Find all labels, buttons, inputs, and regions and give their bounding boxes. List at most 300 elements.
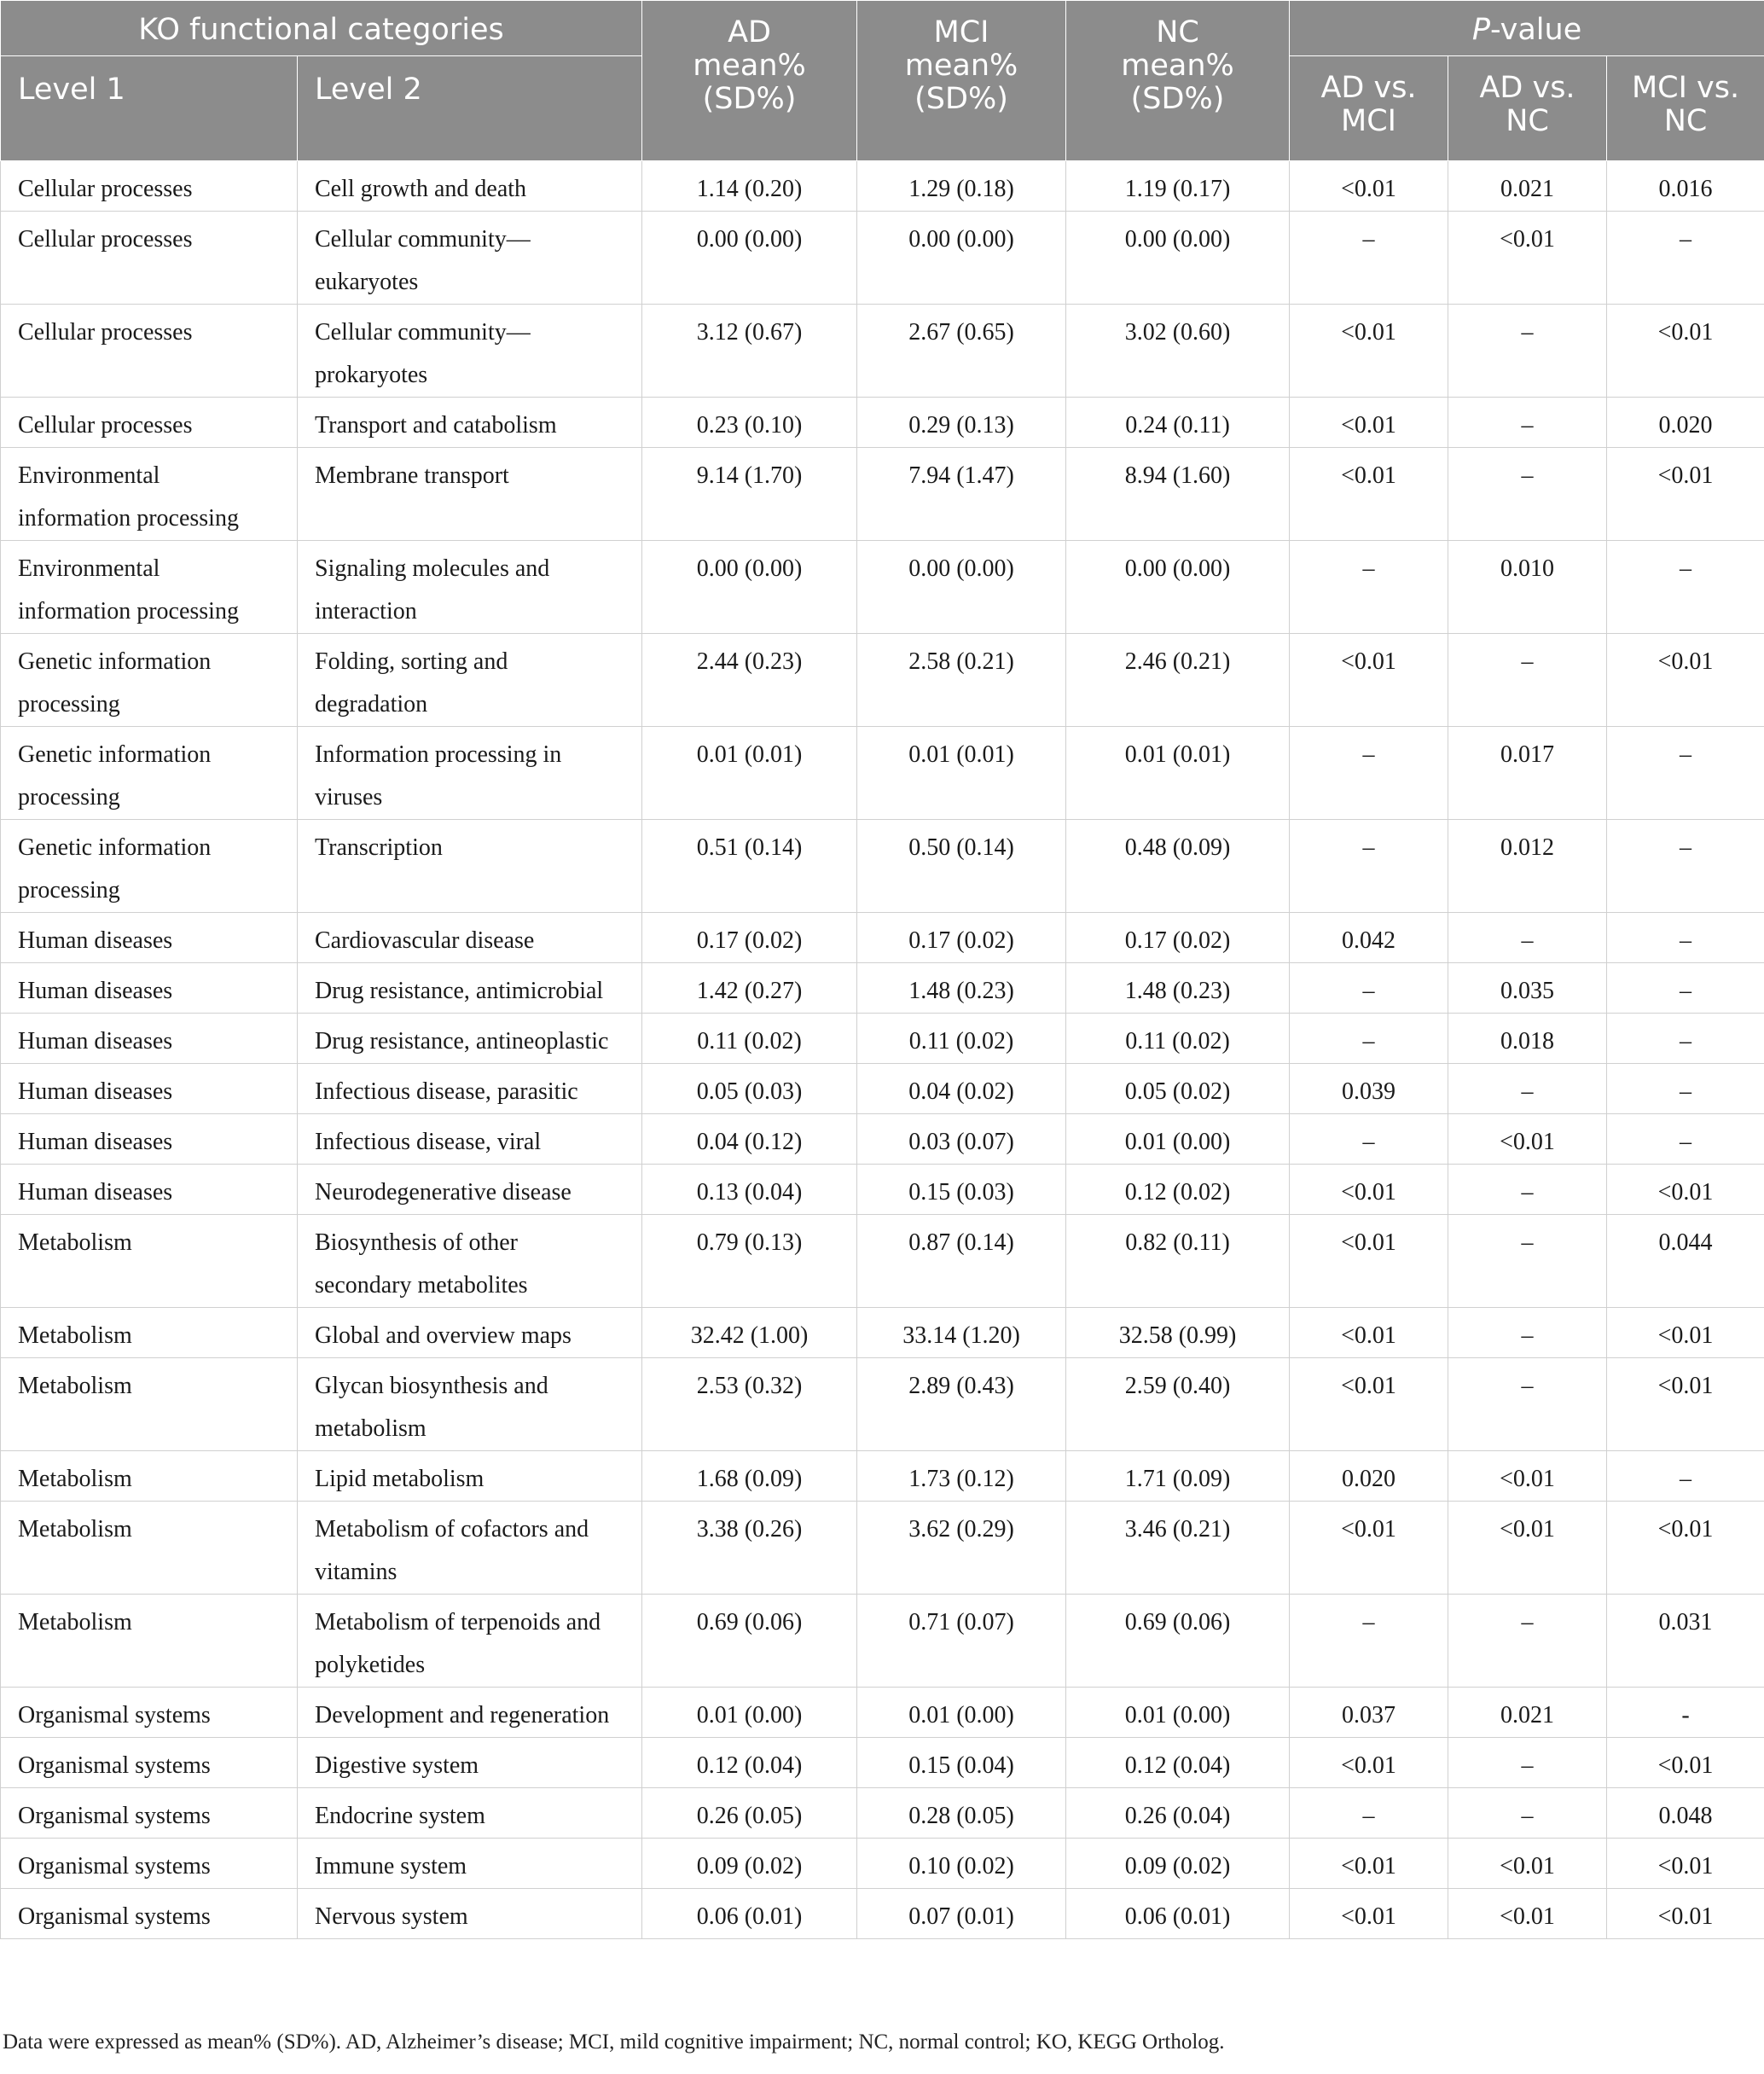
table-row [1, 1839, 1764, 1889]
level2-cell-line: Digestive system [315, 1752, 479, 1779]
table-row [1, 1308, 1764, 1358]
ad-mean-cell: 1.68 (0.09) [642, 1451, 857, 1502]
ad-mean-cell: 1.14 (0.20) [642, 161, 857, 212]
nc-header-line: mean% [1121, 49, 1234, 83]
level2-cell [298, 1064, 642, 1114]
level2-cell [298, 1165, 642, 1215]
ad-mean-cell: 0.11 (0.02) [642, 1014, 857, 1064]
ad-header-line: mean% [693, 49, 806, 83]
p-ad-vs-nc-cell: <0.01 [1448, 1839, 1607, 1889]
ad-mean-cell: 0.69 (0.06) [642, 1595, 857, 1688]
p-mci-vs-nc-cell: – [1607, 820, 1764, 913]
table-row [1, 541, 1764, 634]
table-row [1, 913, 1764, 963]
level2-cell [298, 1839, 642, 1889]
level2-cell-line: viruses [315, 784, 383, 810]
nc-mean-cell: 0.48 (0.09) [1066, 820, 1290, 913]
p-ad-vs-nc-cell: – [1448, 305, 1607, 398]
level1-cell-line: Metabolism [18, 1373, 132, 1399]
mci-mean-cell: 1.29 (0.18) [857, 161, 1066, 212]
p-value-suffix: -value [1489, 12, 1582, 47]
nc-mean-cell: 0.82 (0.11) [1066, 1215, 1290, 1308]
level1-cell-line: Metabolism [18, 1609, 132, 1635]
level2-cell [298, 1451, 642, 1502]
level1-cell [1, 634, 298, 727]
ad-mean-cell: 32.42 (1.00) [642, 1308, 857, 1358]
nc-mean-cell: 1.48 (0.23) [1066, 963, 1290, 1014]
level2-cell [298, 1595, 642, 1688]
ad-mean-cell: 2.44 (0.23) [642, 634, 857, 727]
level2-cell [298, 305, 642, 398]
table-row [1, 448, 1764, 541]
table-row [1, 212, 1764, 305]
p-ad-vs-nc-cell: 0.021 [1448, 1688, 1607, 1738]
level1-cell [1, 1064, 298, 1114]
level2-cell-line: Transcription [315, 834, 443, 861]
ad-mean-cell: 0.12 (0.04) [642, 1738, 857, 1788]
p-ad-vs-mci-cell: 0.020 [1290, 1451, 1448, 1502]
p-ad-vs-mci-cell: <0.01 [1290, 1308, 1448, 1358]
table-row [1, 1451, 1764, 1502]
mci-mean-cell: 0.87 (0.14) [857, 1215, 1066, 1308]
level1-cell-line: Organismal systems [18, 1853, 211, 1879]
p-ad-vs-mci-cell: – [1290, 820, 1448, 913]
p-ad-vs-mci-cell: – [1290, 963, 1448, 1014]
ad-vs-mci-line: AD vs. [1320, 71, 1417, 105]
p-mci-vs-nc-cell: – [1607, 727, 1764, 820]
level2-cell [298, 1688, 642, 1738]
nc-mean-cell: 1.19 (0.17) [1066, 161, 1290, 212]
mci-mean-header [857, 1, 1066, 161]
ko-functional-categories-header: KO functional categories [1, 1, 642, 56]
ad-mean-header [642, 1, 857, 161]
level1-cell [1, 1889, 298, 1939]
level2-cell-line: Membrane transport [315, 462, 509, 489]
nc-mean-cell: 0.17 (0.02) [1066, 913, 1290, 963]
level1-cell [1, 1839, 298, 1889]
mci-mean-cell: 0.15 (0.04) [857, 1738, 1066, 1788]
level2-cell [298, 541, 642, 634]
p-mci-vs-nc-cell: <0.01 [1607, 1839, 1764, 1889]
p-mci-vs-nc-cell: – [1607, 1064, 1764, 1114]
table-body [1, 161, 1764, 1939]
p-mci-vs-nc-cell: 0.020 [1607, 398, 1764, 448]
nc-mean-cell: 0.11 (0.02) [1066, 1014, 1290, 1064]
p-mci-vs-nc-cell: – [1607, 963, 1764, 1014]
level1-cell-line: Genetic information [18, 648, 212, 675]
level1-cell [1, 212, 298, 305]
level1-cell [1, 963, 298, 1014]
ad-vs-mci-header [1290, 56, 1448, 161]
p-ad-vs-nc-cell: 0.035 [1448, 963, 1607, 1014]
p-ad-vs-nc-cell: 0.012 [1448, 820, 1607, 913]
p-ad-vs-mci-cell: – [1290, 541, 1448, 634]
p-mci-vs-nc-cell: – [1607, 1014, 1764, 1064]
mci-mean-cell: 0.01 (0.00) [857, 1688, 1066, 1738]
level1-cell [1, 1358, 298, 1451]
mci-mean-cell: 0.29 (0.13) [857, 398, 1066, 448]
ad-vs-nc-header [1448, 56, 1607, 161]
table-row [1, 1014, 1764, 1064]
p-ad-vs-nc-cell: <0.01 [1448, 1451, 1607, 1502]
level2-cell [298, 727, 642, 820]
table-row [1, 1788, 1764, 1839]
level2-cell-line: Nervous system [315, 1903, 468, 1930]
nc-mean-cell: 0.01 (0.00) [1066, 1688, 1290, 1738]
ad-header-line: (SD%) [702, 82, 797, 116]
mci-header-line: MCI [933, 15, 989, 49]
level1-cell [1, 1308, 298, 1358]
mci-mean-cell: 7.94 (1.47) [857, 448, 1066, 541]
nc-header-line: NC [1156, 15, 1199, 49]
level2-cell [298, 398, 642, 448]
p-ad-vs-nc-cell: – [1448, 1738, 1607, 1788]
level2-cell-line: Neurodegenerative disease [315, 1179, 572, 1205]
level2-cell-line: Infectious disease, parasitic [315, 1078, 578, 1105]
level2-cell-line: prokaryotes [315, 362, 428, 388]
level2-cell-line: Signaling molecules and [315, 555, 550, 582]
level1-cell [1, 1595, 298, 1688]
p-value-letter: P [1471, 12, 1490, 47]
nc-mean-cell: 3.46 (0.21) [1066, 1502, 1290, 1595]
mci-header-line: mean% [904, 49, 1018, 83]
p-ad-vs-nc-cell: – [1448, 1064, 1607, 1114]
level1-cell-line: Cellular processes [18, 412, 193, 439]
mci-mean-cell: 0.50 (0.14) [857, 820, 1066, 913]
ad-mean-cell: 0.51 (0.14) [642, 820, 857, 913]
level1-cell [1, 1165, 298, 1215]
level1-cell-line: Cellular processes [18, 319, 193, 346]
level1-cell-line: processing [18, 877, 120, 903]
p-ad-vs-nc-cell: – [1448, 1165, 1607, 1215]
p-mci-vs-nc-cell: - [1607, 1688, 1764, 1738]
table-row [1, 1215, 1764, 1308]
level1-cell [1, 1114, 298, 1165]
table-row [1, 1889, 1764, 1939]
ad-vs-nc-line: NC [1506, 104, 1549, 138]
mci-mean-cell: 0.11 (0.02) [857, 1014, 1066, 1064]
p-mci-vs-nc-cell: 0.044 [1607, 1215, 1764, 1308]
level1-cell-line: processing [18, 691, 120, 717]
p-ad-vs-mci-cell: <0.01 [1290, 161, 1448, 212]
nc-mean-cell: 0.24 (0.11) [1066, 398, 1290, 448]
p-mci-vs-nc-cell: – [1607, 212, 1764, 305]
level1-cell-line: Human diseases [18, 927, 173, 954]
p-mci-vs-nc-cell: 0.016 [1607, 161, 1764, 212]
level1-cell-line: information processing [18, 505, 239, 532]
ad-mean-cell: 0.01 (0.01) [642, 727, 857, 820]
mci-mean-cell: 1.48 (0.23) [857, 963, 1066, 1014]
level1-cell-line: Organismal systems [18, 1702, 211, 1728]
table-row [1, 398, 1764, 448]
nc-mean-cell: 0.12 (0.02) [1066, 1165, 1290, 1215]
nc-mean-cell: 0.69 (0.06) [1066, 1595, 1290, 1688]
level1-cell-line: Metabolism [18, 1466, 132, 1492]
table-row [1, 820, 1764, 913]
level2-cell-line: Folding, sorting and [315, 648, 508, 675]
p-mci-vs-nc-cell: <0.01 [1607, 1308, 1764, 1358]
level2-cell-line: Metabolism of cofactors and [315, 1516, 589, 1542]
p-ad-vs-mci-cell: <0.01 [1290, 398, 1448, 448]
level1-cell [1, 541, 298, 634]
p-mci-vs-nc-cell: <0.01 [1607, 1738, 1764, 1788]
level1-cell-line: Human diseases [18, 1028, 173, 1054]
level1-cell-line: Cellular processes [18, 226, 193, 253]
p-ad-vs-nc-cell: 0.021 [1448, 161, 1607, 212]
p-ad-vs-mci-cell: – [1290, 1114, 1448, 1165]
p-ad-vs-nc-cell: <0.01 [1448, 1889, 1607, 1939]
mci-mean-cell: 33.14 (1.20) [857, 1308, 1066, 1358]
level2-cell-line: Global and overview maps [315, 1322, 572, 1349]
level1-cell [1, 1215, 298, 1308]
level1-cell [1, 1738, 298, 1788]
p-ad-vs-mci-cell: – [1290, 212, 1448, 305]
level1-cell-line: Organismal systems [18, 1803, 211, 1829]
table-row [1, 963, 1764, 1014]
p-ad-vs-nc-cell: 0.010 [1448, 541, 1607, 634]
level2-cell-line: Infectious disease, viral [315, 1129, 542, 1155]
level1-cell-line: Metabolism [18, 1322, 132, 1349]
level1-cell [1, 1688, 298, 1738]
p-mci-vs-nc-cell: 0.048 [1607, 1788, 1764, 1839]
level2-cell-line: Cellular community— [315, 226, 531, 253]
p-ad-vs-nc-cell: – [1448, 634, 1607, 727]
nc-mean-cell: 0.26 (0.04) [1066, 1788, 1290, 1839]
table-row [1, 634, 1764, 727]
p-ad-vs-mci-cell: <0.01 [1290, 1738, 1448, 1788]
nc-mean-cell: 0.09 (0.02) [1066, 1839, 1290, 1889]
level2-cell-line: Cardiovascular disease [315, 927, 535, 954]
p-ad-vs-nc-cell: – [1448, 1308, 1607, 1358]
level2-cell [298, 963, 642, 1014]
p-ad-vs-nc-cell: – [1448, 1215, 1607, 1308]
level2-cell-line: metabolism [315, 1415, 426, 1442]
level1-cell [1, 1451, 298, 1502]
ad-vs-nc-line: AD vs. [1479, 71, 1575, 105]
table-row [1, 161, 1764, 212]
nc-mean-cell: 0.00 (0.00) [1066, 541, 1290, 634]
p-mci-vs-nc-cell: – [1607, 541, 1764, 634]
p-ad-vs-mci-cell: – [1290, 1788, 1448, 1839]
p-ad-vs-mci-cell: <0.01 [1290, 634, 1448, 727]
ad-mean-cell: 0.13 (0.04) [642, 1165, 857, 1215]
level2-header: Level 2 [298, 56, 642, 161]
nc-mean-cell: 0.05 (0.02) [1066, 1064, 1290, 1114]
level2-cell [298, 448, 642, 541]
nc-mean-cell: 32.58 (0.99) [1066, 1308, 1290, 1358]
table-row [1, 1358, 1764, 1451]
mci-vs-nc-header [1607, 56, 1764, 161]
p-ad-vs-mci-cell: <0.01 [1290, 448, 1448, 541]
level2-cell [298, 1014, 642, 1064]
level1-cell [1, 1502, 298, 1595]
mci-mean-cell: 2.89 (0.43) [857, 1358, 1066, 1451]
mci-mean-cell: 0.00 (0.00) [857, 212, 1066, 305]
p-ad-vs-mci-cell: 0.037 [1290, 1688, 1448, 1738]
level1-cell [1, 448, 298, 541]
level2-cell [298, 1308, 642, 1358]
table-header [1, 1, 1764, 161]
level2-cell-line: Cellular community— [315, 319, 531, 346]
level2-cell [298, 1738, 642, 1788]
level2-cell [298, 1215, 642, 1308]
p-mci-vs-nc-cell: – [1607, 913, 1764, 963]
ad-mean-cell: 0.09 (0.02) [642, 1839, 857, 1889]
nc-mean-cell: 0.06 (0.01) [1066, 1889, 1290, 1939]
level2-cell [298, 161, 642, 212]
table-row [1, 1688, 1764, 1738]
ad-mean-cell: 0.00 (0.00) [642, 212, 857, 305]
mci-header-line: (SD%) [914, 82, 1008, 116]
ad-mean-cell: 0.01 (0.00) [642, 1688, 857, 1738]
table-row [1, 1165, 1764, 1215]
nc-mean-cell: 0.00 (0.00) [1066, 212, 1290, 305]
p-ad-vs-mci-cell: 0.042 [1290, 913, 1448, 963]
ad-mean-cell: 9.14 (1.70) [642, 448, 857, 541]
p-ad-vs-nc-cell: 0.017 [1448, 727, 1607, 820]
mci-mean-cell: 0.15 (0.03) [857, 1165, 1066, 1215]
level1-cell [1, 161, 298, 212]
ad-mean-cell: 0.00 (0.00) [642, 541, 857, 634]
nc-header-line: (SD%) [1130, 82, 1225, 116]
ad-mean-cell: 1.42 (0.27) [642, 963, 857, 1014]
nc-mean-cell: 8.94 (1.60) [1066, 448, 1290, 541]
mci-mean-cell: 2.58 (0.21) [857, 634, 1066, 727]
ad-mean-cell: 0.04 (0.12) [642, 1114, 857, 1165]
level2-cell-line: Immune system [315, 1853, 467, 1879]
nc-mean-cell: 0.01 (0.00) [1066, 1114, 1290, 1165]
p-ad-vs-mci-cell: <0.01 [1290, 1165, 1448, 1215]
ad-mean-cell: 2.53 (0.32) [642, 1358, 857, 1451]
level1-cell-line: Human diseases [18, 1179, 173, 1205]
ad-mean-cell: 0.26 (0.05) [642, 1788, 857, 1839]
level1-cell [1, 1788, 298, 1839]
p-ad-vs-nc-cell: – [1448, 398, 1607, 448]
level1-header: Level 1 [1, 56, 298, 161]
level2-cell-line: Metabolism of terpenoids and [315, 1609, 601, 1635]
p-ad-vs-nc-cell: – [1448, 1358, 1607, 1451]
level1-cell-line: processing [18, 784, 120, 810]
p-ad-vs-mci-cell: – [1290, 1595, 1448, 1688]
ad-mean-cell: 0.17 (0.02) [642, 913, 857, 963]
level2-cell-line: Cell growth and death [315, 176, 527, 202]
level2-cell [298, 212, 642, 305]
mci-mean-cell: 0.03 (0.07) [857, 1114, 1066, 1165]
level2-cell [298, 1358, 642, 1451]
mci-mean-cell: 0.00 (0.00) [857, 541, 1066, 634]
level1-cell-line: Genetic information [18, 741, 212, 768]
p-ad-vs-mci-cell: – [1290, 1014, 1448, 1064]
nc-mean-cell: 2.59 (0.40) [1066, 1358, 1290, 1451]
p-mci-vs-nc-cell: 0.031 [1607, 1595, 1764, 1688]
ad-mean-cell: 0.06 (0.01) [642, 1889, 857, 1939]
mci-mean-cell: 0.04 (0.02) [857, 1064, 1066, 1114]
p-ad-vs-nc-cell: – [1448, 1595, 1607, 1688]
p-ad-vs-mci-cell: <0.01 [1290, 1502, 1448, 1595]
mci-vs-nc-line: MCI vs. [1631, 71, 1740, 105]
table-row [1, 305, 1764, 398]
mci-mean-cell: 2.67 (0.65) [857, 305, 1066, 398]
p-ad-vs-mci-cell: <0.01 [1290, 1358, 1448, 1451]
ad-mean-cell: 0.05 (0.03) [642, 1064, 857, 1114]
level1-cell-line: Human diseases [18, 1078, 173, 1105]
nc-mean-cell: 3.02 (0.60) [1066, 305, 1290, 398]
mci-mean-cell: 0.10 (0.02) [857, 1839, 1066, 1889]
level2-cell-line: Endocrine system [315, 1803, 485, 1829]
level2-cell-line: Drug resistance, antimicrobial [315, 978, 604, 1004]
level1-cell-line: Environmental [18, 555, 160, 582]
p-ad-vs-mci-cell: <0.01 [1290, 1839, 1448, 1889]
mci-mean-cell: 0.01 (0.01) [857, 727, 1066, 820]
level2-cell-line: vitamins [315, 1559, 397, 1585]
level2-cell-line: eukaryotes [315, 269, 419, 295]
nc-mean-header [1066, 1, 1290, 161]
table-row [1, 727, 1764, 820]
level1-cell-line: Human diseases [18, 978, 173, 1004]
level2-cell [298, 1788, 642, 1839]
ad-mean-cell: 0.23 (0.10) [642, 398, 857, 448]
p-ad-vs-mci-cell: <0.01 [1290, 305, 1448, 398]
level2-cell-line: degradation [315, 691, 428, 717]
level1-cell [1, 1014, 298, 1064]
p-ad-vs-nc-cell: <0.01 [1448, 1114, 1607, 1165]
mci-mean-cell: 0.71 (0.07) [857, 1595, 1066, 1688]
level1-cell-line: Environmental [18, 462, 160, 489]
level1-cell [1, 913, 298, 963]
table-row [1, 1064, 1764, 1114]
p-ad-vs-nc-cell: – [1448, 1788, 1607, 1839]
p-ad-vs-mci-cell: 0.039 [1290, 1064, 1448, 1114]
level1-cell-line: Metabolism [18, 1516, 132, 1542]
p-mci-vs-nc-cell: <0.01 [1607, 1165, 1764, 1215]
p-ad-vs-mci-cell: – [1290, 727, 1448, 820]
level1-cell-line: Genetic information [18, 834, 212, 861]
level1-cell-line: Organismal systems [18, 1752, 211, 1779]
nc-mean-cell: 1.71 (0.09) [1066, 1451, 1290, 1502]
p-value-header [1290, 1, 1764, 56]
mci-mean-cell: 0.28 (0.05) [857, 1788, 1066, 1839]
level2-cell [298, 1502, 642, 1595]
level2-cell-line: Lipid metabolism [315, 1466, 485, 1492]
p-mci-vs-nc-cell: – [1607, 1114, 1764, 1165]
mci-mean-cell: 0.17 (0.02) [857, 913, 1066, 963]
level2-cell-line: Biosynthesis of other [315, 1229, 518, 1256]
p-mci-vs-nc-cell: <0.01 [1607, 634, 1764, 727]
level2-cell-line: Transport and catabolism [315, 412, 557, 439]
p-ad-vs-mci-cell: <0.01 [1290, 1215, 1448, 1308]
table-row [1, 1502, 1764, 1595]
p-ad-vs-mci-cell: <0.01 [1290, 1889, 1448, 1939]
level2-cell-line: polyketides [315, 1652, 426, 1678]
ad-mean-cell: 0.79 (0.13) [642, 1215, 857, 1308]
mci-vs-nc-line: NC [1663, 104, 1708, 138]
p-ad-vs-nc-cell: <0.01 [1448, 1502, 1607, 1595]
table-row [1, 1738, 1764, 1788]
p-ad-vs-nc-cell: – [1448, 448, 1607, 541]
level2-cell-line: Glycan biosynthesis and [315, 1373, 548, 1399]
level1-cell-line: Metabolism [18, 1229, 132, 1256]
level1-cell-line: Cellular processes [18, 176, 193, 202]
nc-mean-cell: 2.46 (0.21) [1066, 634, 1290, 727]
nc-mean-cell: 0.01 (0.01) [1066, 727, 1290, 820]
p-ad-vs-nc-cell: 0.018 [1448, 1014, 1607, 1064]
level2-cell-line: secondary metabolites [315, 1272, 528, 1298]
level2-cell-line: Drug resistance, antineoplastic [315, 1028, 609, 1054]
mci-mean-cell: 0.07 (0.01) [857, 1889, 1066, 1939]
p-mci-vs-nc-cell: <0.01 [1607, 305, 1764, 398]
mci-mean-cell: 3.62 (0.29) [857, 1502, 1066, 1595]
mci-mean-cell: 1.73 (0.12) [857, 1451, 1066, 1502]
